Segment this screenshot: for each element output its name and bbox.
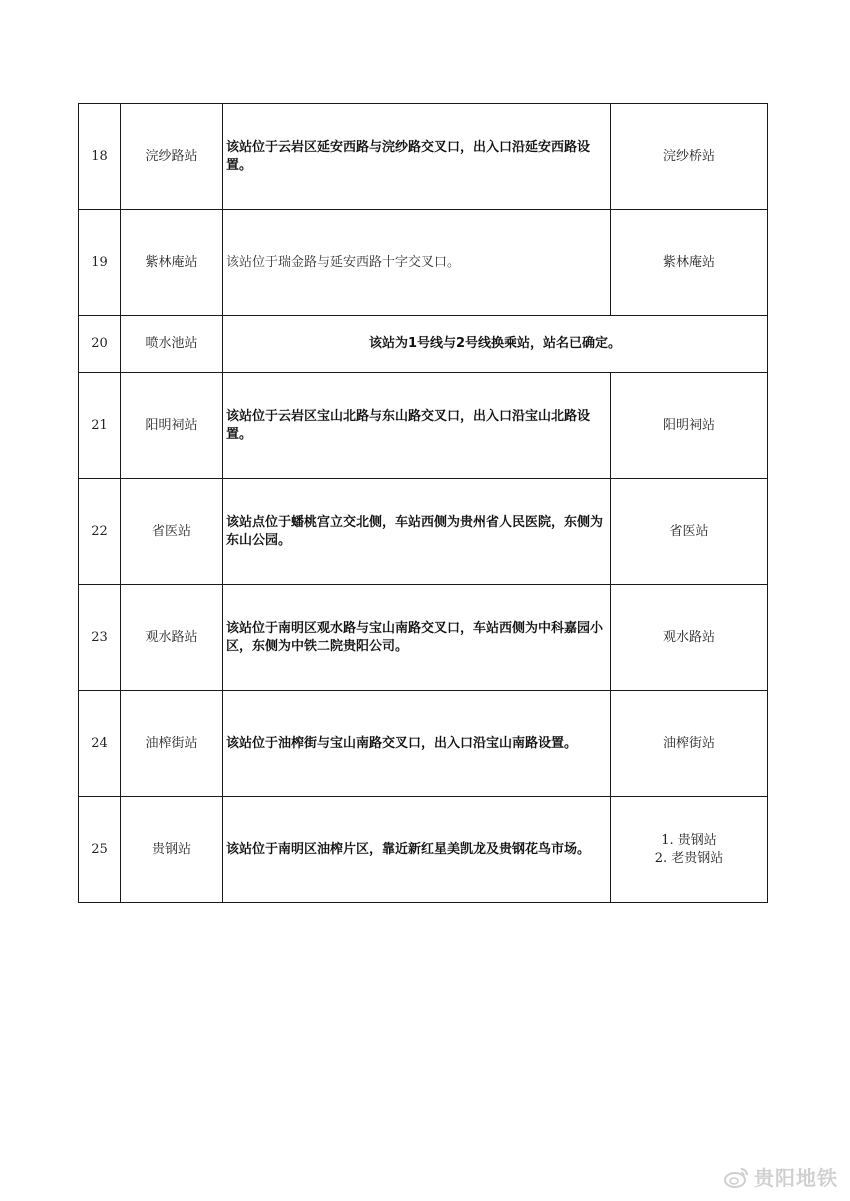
station-name: 浣纱路站 bbox=[121, 104, 223, 210]
watermark-text: 贵阳地铁 bbox=[754, 1166, 838, 1190]
table-row bbox=[79, 104, 768, 210]
table-row bbox=[79, 585, 768, 691]
station-name: 阳明祠站 bbox=[121, 373, 223, 479]
watermark bbox=[724, 1162, 838, 1191]
recommended-name: 省医站 bbox=[669, 523, 709, 539]
station-name: 贵钢站 bbox=[121, 797, 223, 903]
station-description: 该站位于南明区油榨片区，靠近新红星美凯龙及贵钢花鸟市场。 bbox=[226, 841, 591, 857]
table-row bbox=[79, 797, 768, 903]
recommended-name: 紫林庵站 bbox=[662, 254, 715, 270]
table-row bbox=[79, 479, 768, 585]
station-name: 紫林庵站 bbox=[121, 210, 223, 316]
station-description: 该站位于南明区观水路与宝山南路交叉口，车站西侧为中科嘉园小区，东侧为中铁二院贵阳公司。 bbox=[226, 620, 604, 654]
weibo-logo-icon bbox=[724, 1166, 750, 1188]
station-number: 20 bbox=[79, 316, 121, 373]
station-description-cell bbox=[223, 210, 611, 316]
station-number: 18 bbox=[79, 104, 121, 210]
station-description: 该站为1号线与2号线换乘站，站名已确定。 bbox=[368, 336, 622, 351]
recommended-name: 油榨街站 bbox=[662, 735, 715, 751]
station-number: 21 bbox=[79, 373, 121, 479]
station-description: 该站位于云岩区延安西路与浣纱路交叉口，出入口沿延安西路设置。 bbox=[226, 139, 591, 173]
recommended-name-cell bbox=[611, 210, 768, 316]
station-number: 22 bbox=[79, 479, 121, 585]
recommended-name: 观水路站 bbox=[662, 629, 715, 645]
station-number: 19 bbox=[79, 210, 121, 316]
recommended-name: 浣纱桥站 bbox=[662, 148, 715, 164]
station-name: 喷水池站 bbox=[121, 316, 223, 373]
station-description-cell bbox=[223, 797, 611, 903]
recommended-name-option-1: 1. 贵钢站 bbox=[661, 832, 717, 848]
station-number: 23 bbox=[79, 585, 121, 691]
station-description-cell bbox=[223, 479, 611, 585]
station-number: 25 bbox=[79, 797, 121, 903]
table-row bbox=[79, 316, 768, 373]
station-description-cell bbox=[223, 316, 768, 373]
recommended-name-cell bbox=[611, 104, 768, 210]
station-description-cell bbox=[223, 585, 611, 691]
station-description: 该站位于瑞金路与延安西路十字交叉口。 bbox=[226, 254, 461, 270]
station-description: 该站位于油榨街与宝山南路交叉口，出入口沿宝山南路设置。 bbox=[226, 735, 578, 751]
station-description-cell bbox=[223, 691, 611, 797]
station-name: 观水路站 bbox=[121, 585, 223, 691]
station-description: 该站位于云岩区宝山北路与东山路交叉口，出入口沿宝山北路设置。 bbox=[226, 408, 591, 442]
station-name: 油榨街站 bbox=[121, 691, 223, 797]
recommended-name-cell bbox=[611, 479, 768, 585]
recommended-name-cell bbox=[611, 585, 768, 691]
recommended-name-cell bbox=[611, 691, 768, 797]
station-description-cell bbox=[223, 104, 611, 210]
station-description-cell bbox=[223, 373, 611, 479]
recommended-name-option-2: 2. 老贵钢站 bbox=[654, 850, 724, 866]
table-row bbox=[79, 373, 768, 479]
recommended-name: 阳明祠站 bbox=[662, 417, 715, 433]
station-number: 24 bbox=[79, 691, 121, 797]
station-name: 省医站 bbox=[121, 479, 223, 585]
station-table bbox=[78, 103, 768, 903]
table-row bbox=[79, 691, 768, 797]
station-description: 该站点位于蟠桃宫立交北侧，车站西侧为贵州省人民医院，东侧为东山公园。 bbox=[226, 514, 604, 548]
recommended-name-cell bbox=[611, 797, 768, 903]
recommended-name-cell bbox=[611, 373, 768, 479]
table-row bbox=[79, 210, 768, 316]
